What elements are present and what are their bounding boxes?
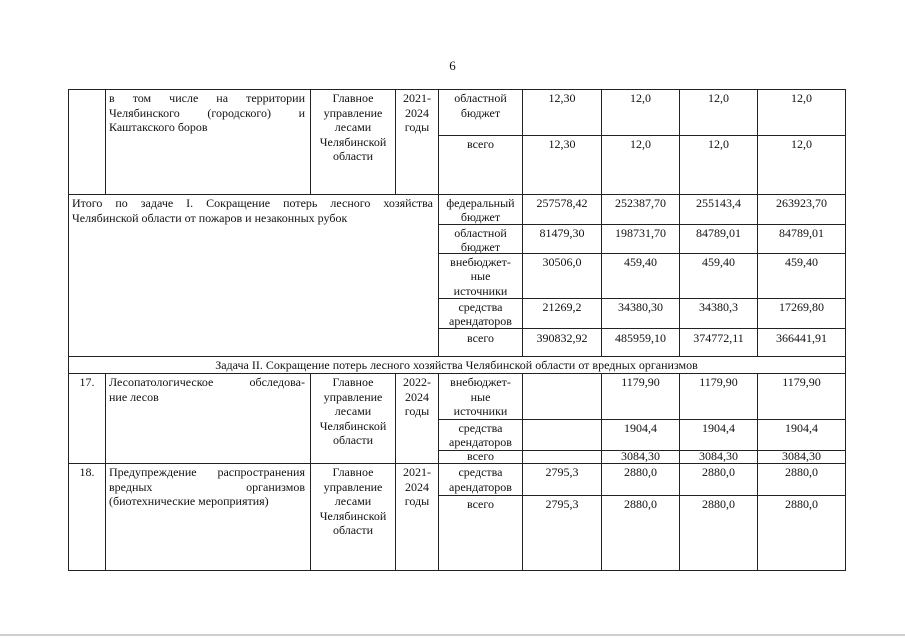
source-line: источники (453, 404, 508, 418)
source-line: арендаторов (449, 314, 512, 328)
row-number: 17. (79, 375, 95, 389)
value-cell: 17269,80 (779, 299, 824, 314)
value-cell: 2880,0 (624, 465, 657, 479)
executor-line: лесами (334, 404, 372, 418)
value-cell: 366441,91 (776, 331, 827, 345)
value-cell: 12,30 (548, 137, 576, 151)
value-cell: 2880,0 (702, 465, 735, 479)
period-line: 2024 (405, 479, 429, 494)
executor-line: управление (323, 389, 383, 404)
source-line: ные (470, 269, 491, 283)
executor-line: Главное (332, 465, 374, 479)
task-heading: Задача II. Сокращение потерь лесного хозяйства Челябинской области от вредных организмов (215, 358, 698, 372)
source-line: внебюджет- (450, 375, 511, 389)
executor-line: управление (323, 105, 383, 120)
value-cell: 21269,2 (542, 299, 582, 314)
value-cell: 81479,30 (539, 225, 585, 240)
value-cell: 2795,3 (545, 497, 579, 511)
total-label-line: Челябинской области от пожаров и незаконных рубок (72, 210, 348, 225)
value-cell: 1904,4 (702, 420, 735, 435)
value-cell: 198731,70 (615, 225, 666, 240)
period-line: 2021- (403, 465, 431, 479)
executor-line: Главное (332, 91, 374, 105)
value-cell: 252387,70 (615, 196, 666, 210)
page-number: 6 (449, 58, 456, 73)
value-cell: 257578,42 (536, 196, 588, 210)
period-line: 2024 (405, 105, 429, 120)
executor-line: области (332, 523, 374, 537)
period-line: годы (404, 494, 430, 508)
value-cell: 2880,0 (624, 497, 657, 511)
executor-line: Челябинской (319, 418, 387, 433)
row-name-line: Лесопатологическое обследова- (109, 375, 305, 389)
value-cell: 12,0 (630, 137, 651, 151)
source-line: областной (454, 91, 507, 105)
value-cell: 3084,30 (782, 449, 821, 463)
executor-line: лесами (334, 494, 372, 508)
subrow-name-line: Челябинского (городского) и (109, 105, 305, 120)
value-cell: 1179,90 (782, 375, 821, 389)
value-cell: 1179,90 (699, 375, 738, 389)
value-cell: 12,0 (708, 91, 729, 105)
value-cell: 485959,10 (615, 331, 666, 345)
row-name-line: ние лесов (109, 389, 159, 404)
period-line: годы (404, 404, 430, 418)
source-line: всего (466, 331, 495, 345)
executor-line: Челябинской (319, 508, 387, 523)
value-cell: 2880,0 (702, 497, 735, 511)
source-line: внебюджет- (450, 254, 511, 269)
source-line: областной (454, 225, 507, 240)
subrow-name-line: в том числе на территории (109, 91, 305, 105)
source-line: арендаторов (449, 435, 512, 449)
value-cell: 255143,4 (696, 196, 741, 210)
value-cell: 12,0 (791, 91, 812, 105)
value-cell: 1904,4 (624, 420, 657, 435)
row-name-line: вредных организмов (109, 479, 305, 494)
value-cell: 459,40 (785, 254, 818, 269)
source-line: всего (466, 497, 495, 511)
value-cell: 84789,01 (779, 225, 824, 240)
source-line: всего (466, 449, 495, 463)
value-cell: 2880,0 (785, 497, 818, 511)
source-line: бюджет (460, 105, 501, 120)
executor-line: Главное (332, 375, 374, 389)
subrow-name-line: Каштакского боров (109, 120, 208, 134)
source-line: арендаторов (449, 479, 512, 494)
value-cell: 3084,30 (621, 449, 660, 463)
period-line: годы (404, 120, 430, 134)
value-cell: 390832,92 (536, 331, 588, 345)
value-cell: 12,30 (548, 91, 576, 105)
value-cell: 84789,01 (696, 225, 741, 240)
period-line: 2021- (403, 91, 431, 105)
source-line: средства (458, 420, 503, 435)
source-line: всего (466, 137, 495, 151)
source-line: ные (470, 389, 491, 404)
value-cell: 2795,3 (545, 465, 579, 479)
value-cell: 263923,70 (776, 196, 827, 210)
source-line: бюджет (460, 210, 501, 224)
value-cell: 459,40 (624, 254, 657, 269)
source-line: средства (458, 299, 503, 314)
value-cell: 2880,0 (785, 465, 818, 479)
source-line: федеральный (446, 196, 515, 210)
value-cell: 3084,30 (699, 449, 738, 463)
period-line: 2024 (405, 389, 429, 404)
value-cell: 30506,0 (542, 254, 582, 269)
executor-line: управление (323, 479, 383, 494)
value-cell: 1179,90 (621, 375, 660, 389)
source-line: источники (453, 283, 508, 298)
period-line: 2022- (403, 375, 431, 389)
value-cell: 34380,30 (618, 299, 663, 314)
executor-line: лесами (334, 120, 372, 134)
row-number: 18. (79, 465, 95, 479)
value-cell: 34380,3 (699, 299, 738, 314)
value-cell: 1904,4 (785, 420, 818, 435)
executor-line: Челябинской (319, 134, 387, 149)
row-name-line: Предупреждение распространения (109, 465, 305, 479)
row-name-line: (биотехнические мероприятия) (109, 494, 269, 508)
value-cell: 374772,11 (693, 331, 744, 345)
value-cell: 459,40 (702, 254, 735, 269)
source-line: бюджет (460, 239, 501, 254)
total-label-line: Итого по задаче I. Сокращение потерь лесного хозяйства (72, 196, 433, 210)
value-cell: 12,0 (630, 91, 651, 105)
executor-line: области (332, 433, 374, 447)
value-cell: 12,0 (708, 137, 729, 151)
executor-line: области (332, 149, 374, 163)
value-cell: 12,0 (791, 137, 812, 151)
source-line: средства (458, 465, 503, 479)
page-edge-divider (0, 634, 905, 636)
